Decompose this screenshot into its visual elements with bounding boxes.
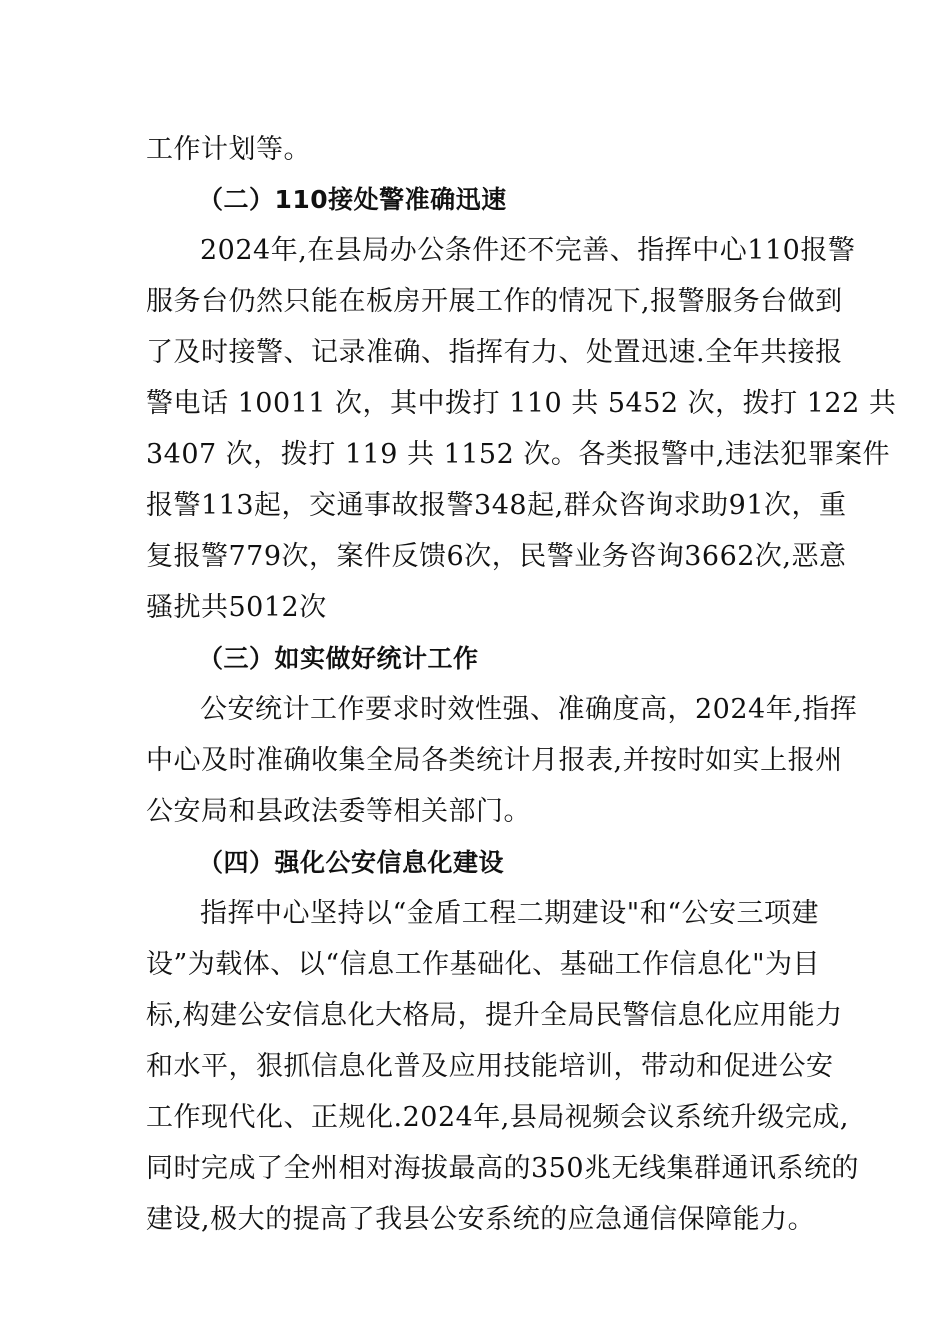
line-text: 工作现代化、正规化.2024年,县局视频会议系统升级完成, (146, 1102, 849, 1133)
line-text: 3407 次，拨打 119 共 1152 次。各类报警中,违法犯罪案件 (146, 439, 890, 470)
line-text: 建设,极大的提高了我县公安系统的应急通信保障能力。 (146, 1204, 816, 1235)
line-text: 骚扰共5012次 (146, 592, 327, 623)
line-text: 中心及时准确收集全局各类统计月报表,并按时如实上报州 (146, 745, 843, 776)
line-text: 报警113起，交通事故报警348起,群众咨询求助91次，重 (146, 490, 847, 521)
line-text: 警电话 10011 次，其中拨打 110 共 5452 次，拨打 122 共 (146, 388, 897, 419)
line-text: 公安局和县政法委等相关部门。 (146, 796, 531, 827)
line-text: 同时完成了全州相对海拔最高的350兆无线集群通讯系统的 (146, 1153, 860, 1184)
line-text: 和水平，狠抓信息化普及应用技能培训，带动和促进公安 (146, 1051, 834, 1082)
line-text: 设”为载体、以“信息工作基础化、基础工作信息化"为目 (146, 949, 821, 980)
heading-text: （四）强化公安信息化建设 (198, 848, 505, 877)
line-text: 标,构建公安信息化大格局，提升全局民警信息化应用能力 (146, 1000, 843, 1031)
line-text: 服务台仍然只能在板房开展工作的情况下,报警服务台做到 (146, 286, 843, 317)
line-text: 复报警779次，案件反馈6次，民警业务咨询3662次,恶意 (146, 541, 847, 572)
line-text: 了及时接警、记录准确、指挥有力、处置迅速.全年共接报 (146, 337, 843, 368)
heading-text: （三）如实做好统计工作 (198, 644, 479, 673)
line-text: 2024年,在县局办公条件还不完善、指挥中心110报警 (200, 235, 856, 266)
line-text: 指挥中心坚持以“金盾工程二期建设"和“公安三项建 (200, 898, 820, 929)
line-text: 工作计划等。 (146, 134, 311, 165)
heading-text: （二）110接处警准确迅速 (198, 185, 507, 214)
line-text: 公安统计工作要求时效性强、准确度高，2024年,指挥 (200, 694, 858, 725)
